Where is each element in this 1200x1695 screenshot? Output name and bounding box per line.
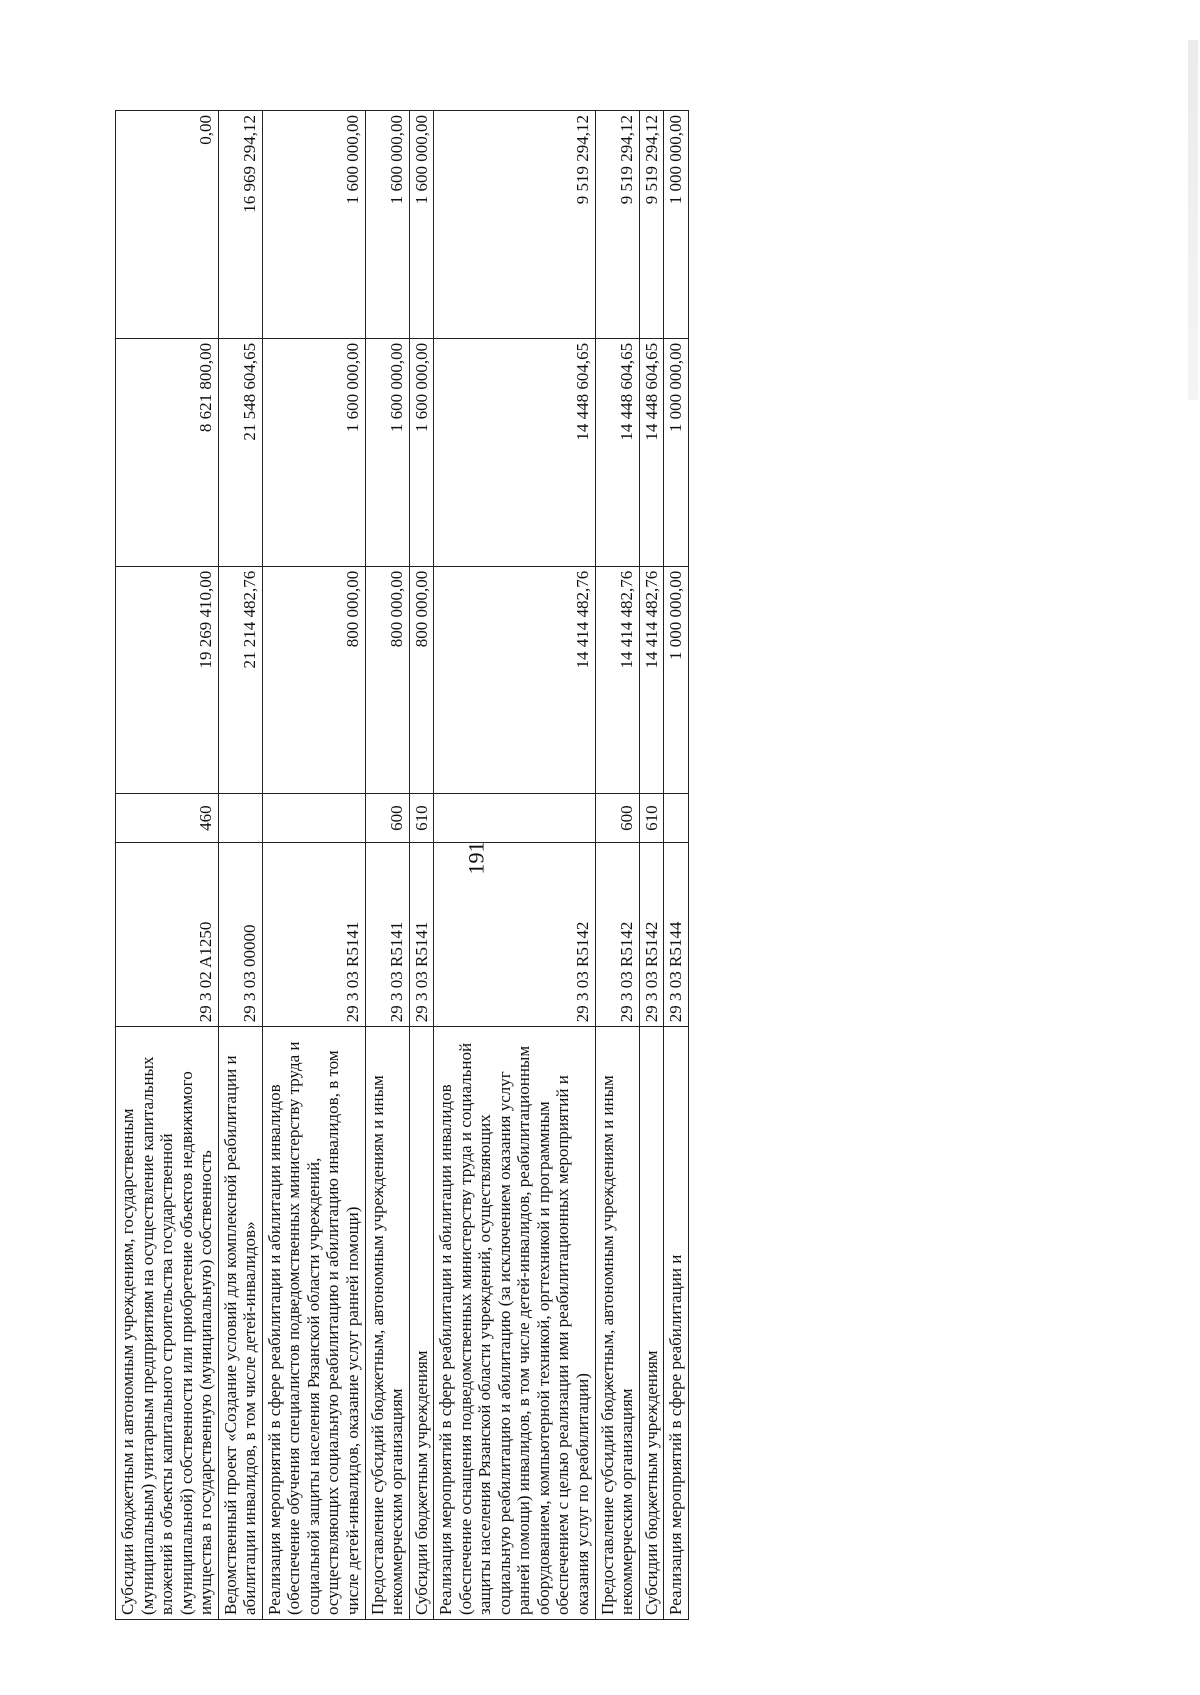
row-value-2: 8 621 800,00 bbox=[116, 338, 219, 566]
row-description: Субсидии бюджетным учреждениям bbox=[409, 1027, 434, 1620]
row-value-3: 1 600 000,00 bbox=[409, 111, 434, 339]
row-value-1: 800 000,00 bbox=[409, 566, 434, 794]
row-description: Субсидии бюджетным и автономным учреждениям, государственным (муниципальным) унитарным предприятиям на осуществление капитальных вложений в объекты капитального строительства государственной (муниципальной) собственности или приобретение объектов недвижимого имущества в государственную (муниципальную) собственность bbox=[116, 1027, 219, 1620]
row-code: 29 3 03 R5142 bbox=[639, 842, 664, 1027]
row-description: Реализация мероприятий в сфере реабилитации и bbox=[664, 1027, 689, 1620]
row-value-3: 9 519 294,12 bbox=[595, 111, 639, 339]
table-row bbox=[595, 111, 639, 1620]
row-description: Предоставление субсидий бюджетным, автономным учреждениям и иным некоммерческим организациям bbox=[365, 1027, 409, 1620]
row-value-3: 1 600 000,00 bbox=[365, 111, 409, 339]
row-value-1: 19 269 410,00 bbox=[116, 566, 219, 794]
row-value-2: 1 600 000,00 bbox=[409, 338, 434, 566]
row-description: Субсидии бюджетным учреждениям bbox=[639, 1027, 664, 1620]
row-expense-type: 460 bbox=[116, 794, 219, 842]
row-description: Ведомственный проект «Создание условий для комплексной реабилитации и абилитации инвалидов, в том числе детей-инвалидов» bbox=[218, 1027, 262, 1620]
row-code: 29 3 03 R5141 bbox=[365, 842, 409, 1027]
row-value-1: 800 000,00 bbox=[262, 566, 365, 794]
row-value-3: 9 519 294,12 bbox=[639, 111, 664, 339]
table-row bbox=[409, 111, 434, 1620]
row-expense-type bbox=[262, 794, 365, 842]
row-value-3: 16 969 294,12 bbox=[218, 111, 262, 339]
table-row bbox=[365, 111, 409, 1620]
table-row bbox=[434, 111, 595, 1620]
row-value-3: 9 519 294,12 bbox=[434, 111, 595, 339]
row-code: 29 3 03 R5142 bbox=[434, 842, 595, 1027]
table-row bbox=[664, 111, 689, 1620]
row-value-1: 14 414 482,76 bbox=[595, 566, 639, 794]
row-code: 29 3 03 R5144 bbox=[664, 842, 689, 1027]
row-value-2: 14 448 604,65 bbox=[639, 338, 664, 566]
row-expense-type: 600 bbox=[365, 794, 409, 842]
table-row bbox=[262, 111, 365, 1620]
row-code: 29 3 03 R5141 bbox=[262, 842, 365, 1027]
row-expense-type: 600 bbox=[595, 794, 639, 842]
row-description: Реализация мероприятий в сфере реабилитации и абилитации инвалидов (обеспечение обучения специалистов подведомственных министерству труда и социальной защиты населения Рязанской области учреждений, осуществляющих социальную реабилитацию и абилитацию инвалидов, в том числе детей-инвалидов, оказание услуг ранней помощи) bbox=[262, 1027, 365, 1620]
table-row bbox=[218, 111, 262, 1620]
table-row bbox=[639, 111, 664, 1620]
table-row bbox=[116, 111, 219, 1620]
row-code: 29 3 03 00000 bbox=[218, 842, 262, 1027]
rotated-table-container bbox=[115, 110, 1075, 1620]
row-description: Предоставление субсидий бюджетным, автономным учреждениям и иным некоммерческим организациям bbox=[595, 1027, 639, 1620]
row-value-1: 800 000,00 bbox=[365, 566, 409, 794]
row-expense-type bbox=[218, 794, 262, 842]
row-value-2: 21 548 604,65 bbox=[218, 338, 262, 566]
row-value-2: 14 448 604,65 bbox=[434, 338, 595, 566]
row-value-2: 1 000 000,00 bbox=[664, 338, 689, 566]
budget-table bbox=[115, 110, 689, 1620]
row-value-3: 1 600 000,00 bbox=[262, 111, 365, 339]
scan-edge-artifact bbox=[1188, 40, 1198, 400]
row-value-2: 1 600 000,00 bbox=[262, 338, 365, 566]
row-value-1: 14 414 482,76 bbox=[639, 566, 664, 794]
row-value-2: 14 448 604,65 bbox=[595, 338, 639, 566]
row-value-1: 21 214 482,76 bbox=[218, 566, 262, 794]
row-expense-type bbox=[664, 794, 689, 842]
row-expense-type bbox=[434, 794, 595, 842]
row-value-2: 1 600 000,00 bbox=[365, 338, 409, 566]
row-value-3: 0,00 bbox=[116, 111, 219, 339]
row-code: 29 3 02 A1250 bbox=[116, 842, 219, 1027]
row-value-1: 14 414 482,76 bbox=[434, 566, 595, 794]
row-value-1: 1 000 000,00 bbox=[664, 566, 689, 794]
row-code: 29 3 03 R5141 bbox=[409, 842, 434, 1027]
row-value-3: 1 000 000,00 bbox=[664, 111, 689, 339]
row-description: Реализация мероприятий в сфере реабилитации и абилитации инвалидов (обеспечение оснащения подведомственных министерству труда и социальной защиты населения Рязанской области учреждений, осуществляющих социальную реабилитацию и абилитацию (за исключением оказания услуг ранней помощи) инвалидов, в том числе детей-инвалидов, реабилитационным оборудованием, компьютерной техникой, оргтехникой и программным обеспечением с целью реализации ими реабилитационных мероприятий и оказания услуг по реабилитации) bbox=[434, 1027, 595, 1620]
row-code: 29 3 03 R5142 bbox=[595, 842, 639, 1027]
page-number: 191 bbox=[463, 841, 489, 875]
row-expense-type: 610 bbox=[409, 794, 434, 842]
row-expense-type: 610 bbox=[639, 794, 664, 842]
